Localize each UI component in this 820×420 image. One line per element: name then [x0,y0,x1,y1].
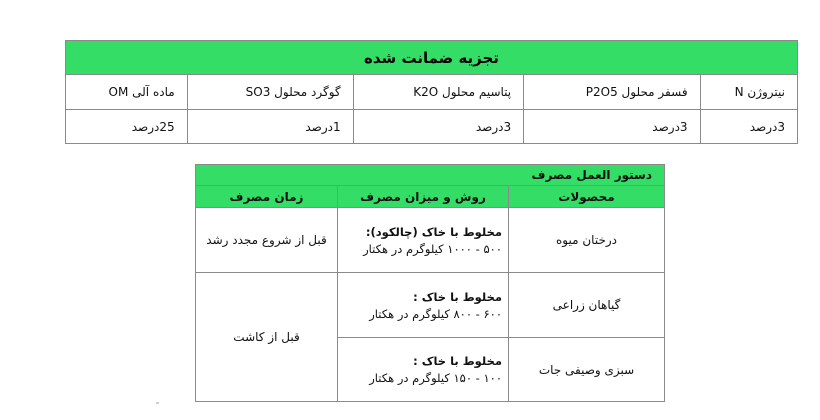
header-sulfur: گوگرد محلول SO3 [187,75,353,110]
value-sulfur: 1درصد [187,110,353,144]
header-organic-matter: ماده آلی OM [66,75,188,110]
time-crops-vegetables: قبل از کاشت [196,273,338,402]
value-potassium: 3درصد [353,110,524,144]
method-field-crops [338,273,509,338]
header-products: محصولات [509,186,665,208]
guaranteed-analysis-table [65,40,798,144]
method-description: ۵۰۰ - ۱۰۰۰ کیلوگرم در هکتار [363,241,502,256]
stray-mark [156,402,159,404]
usage-instructions-title: دستور العمل مصرف [196,165,665,186]
method-vegetables [338,338,509,402]
method-title: مخلوط با خاک (چالکود): [365,224,502,239]
header-potassium: پتاسیم محلول K2O [353,75,524,110]
method-title: مخلوط با خاک : [413,289,502,304]
product-vegetables: سبزی وصیفی جات [509,338,665,402]
method-title: مخلوط با خاک : [413,354,502,368]
header-phosphorus: فسفر محلول P2O5 [524,75,700,110]
product-fruit-trees: درختان میوه [509,208,665,273]
time-fruit-trees: قبل از شروع مجدد رشد [196,208,338,273]
header-time: زمان مصرف [196,186,338,208]
value-organic-matter: 25درصد [66,110,188,144]
header-nitrogen: نیتروژن N [700,75,797,110]
value-nitrogen: 3درصد [700,110,797,144]
value-phosphorus: 3درصد [524,110,700,144]
guaranteed-analysis-title: تجزیه ضمانت شده [66,41,798,75]
method-fruit-trees [338,208,509,273]
method-description: ۶۰۰ - ۸۰۰ کیلوگرم در هکتار [369,306,502,321]
method-description: ۱۰۰ - ۱۵۰ کیلوگرم در هکتار [369,371,502,385]
product-field-crops: گیاهان زراعی [509,273,665,338]
header-method: روش و میزان مصرف [338,186,509,208]
usage-instructions-table [195,164,665,402]
